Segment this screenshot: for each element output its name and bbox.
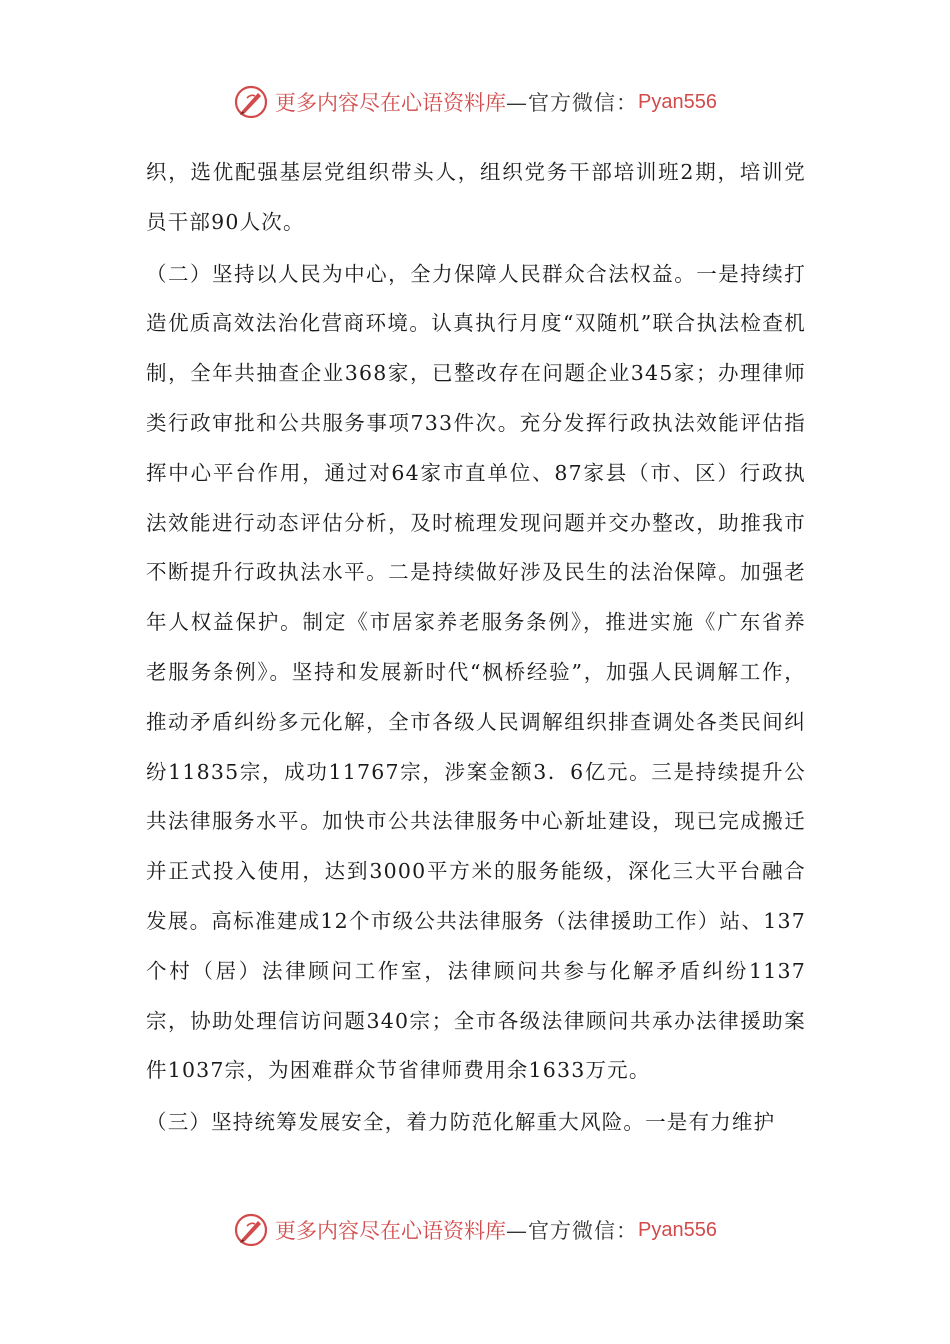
- paragraph-section-2: （二）坚持以人民为中心，全力保障人民群众合法权益。一是持续打造优质高效法治化营商环境。认真执行月度“双随机”联合执法检查机制，全年共抽查企业368家，已整改存在问题企业345家；办理律师类行政审批和公共服务事项733件次。充分发挥行政执法效能评估指挥中心平台作用，通过对64家市直单位、87家县（市、区）行政执法效能进行动态评估分析，及时梳理发现问题并交办整改，助推我市不断提升行政执法水平。二是持续做好涉及民生的法治保障。加强老年人权益保护。制定《市居家养老服务条例》，推进实施《广东省养老服务条例》。坚持和发展新时代“枫桥经验”，加强人民调解工作，推动矛盾纠纷多元化解，全市各级人民调解组织排查调处各类民间纠纷11835宗，成功11767宗，涉案金额3．6亿元。三是持续提升公共法律服务水平。加快市公共法律服务中心新址建设，现已完成搬迁并正式投入使用，达到3000平方米的服务能级，深化三大平台融合发展。高标准建成12个市级公共法律服务（法律援助工作）站、137个村（居）法律顾问工作室，法律顾问共参与化解矛盾纠纷1137宗，协助处理信访问题340宗；全市各级法律顾问共承办法律援助案件1037宗，为困难群众节省律师费用余1633万元。: [146, 261, 806, 1083]
- wechat-handle: Pyan556: [638, 90, 717, 113]
- brand-name: 更多内容尽在心语资料库: [275, 91, 507, 115]
- paragraph-continued: 织，选优配强基层党组织带头人，组织党务干部培训班2期，培训党员干部90人次。: [146, 160, 806, 234]
- paragraph-section-3: （三）坚持统筹发展安全，着力防范化解重大风险。一是有力维护: [146, 1110, 776, 1135]
- pen-logo-icon: [233, 84, 269, 120]
- document-body: [146, 148, 806, 1148]
- pen-logo-icon: [233, 1212, 269, 1248]
- banner-separator: —官方微信：: [506, 91, 639, 115]
- footer-banner: [0, 1210, 950, 1250]
- banner-separator: —官方微信：: [506, 1219, 639, 1243]
- wechat-handle: Pyan556: [638, 1218, 717, 1241]
- header-banner: [0, 82, 950, 122]
- brand-name: 更多内容尽在心语资料库: [275, 1219, 507, 1243]
